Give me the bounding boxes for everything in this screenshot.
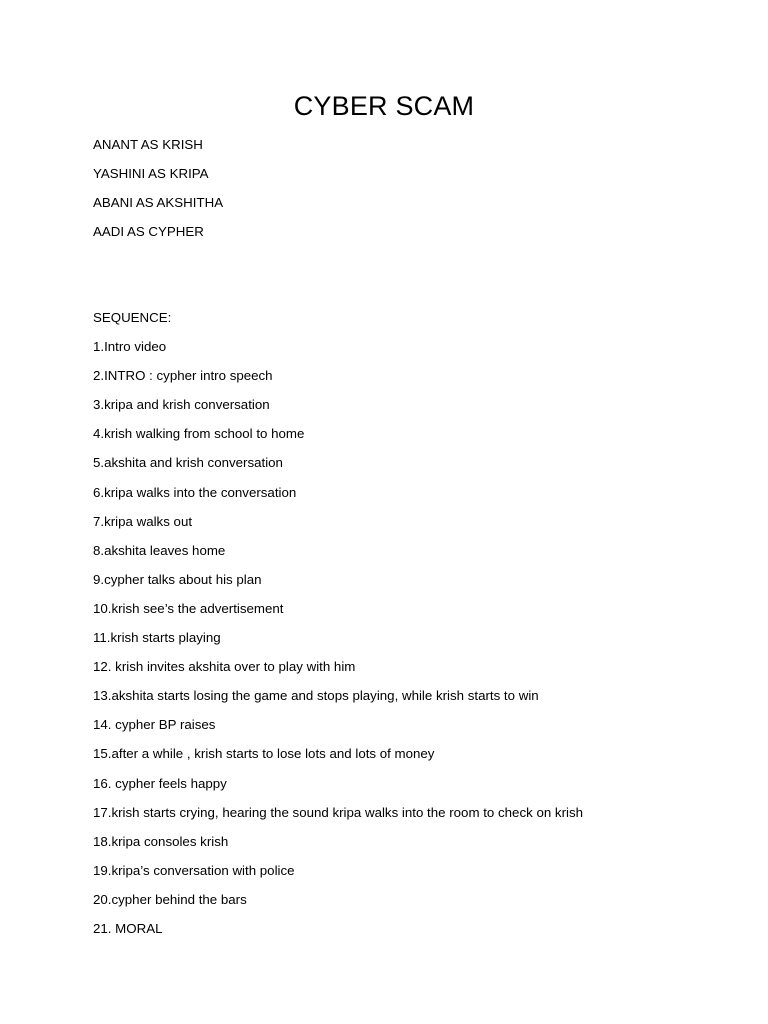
sequence-item: 19.kripa’s conversation with police — [93, 862, 295, 878]
sequence-heading: SEQUENCE: — [93, 310, 172, 325]
sequence-item: 16. cypher feels happy — [93, 775, 227, 791]
sequence-item: 8.akshita leaves home — [93, 542, 226, 558]
sequence-item: 6.kripa walks into the conversation — [93, 484, 297, 500]
sequence-item: 4.krish walking from school to home — [93, 426, 305, 442]
cast-item: AADI AS CYPHER — [93, 224, 204, 240]
sequence-item: 7.kripa walks out — [93, 513, 193, 529]
sequence-item: 12. krish invites akshita over to play with him — [93, 659, 356, 675]
sequence-item: 11.krish starts playing — [93, 630, 221, 646]
sequence-item: 13.akshita starts losing the game and stops playing, while krish starts to win — [93, 688, 539, 704]
sequence-item: 18.kripa consoles krish — [93, 833, 229, 849]
cast-item: YASHINI AS KRIPA — [93, 166, 209, 182]
cast-item: ANANT AS KRISH — [93, 137, 203, 152]
sequence-item: 2.INTRO : cypher intro speech — [93, 368, 273, 384]
document-title: CYBER SCAM — [293, 91, 475, 121]
sequence-item: 5.akshita and krish conversation — [93, 455, 283, 471]
cast-list — [93, 136, 733, 252]
sequence-item: 17.krish starts crying, hearing the sound kripa walks into the room to check on krish — [93, 804, 583, 820]
sequence-item: 3.kripa and krish conversation — [93, 397, 270, 413]
sequence-item: 20.cypher behind the bars — [93, 891, 247, 907]
cast-item: ABANI AS AKSHITHA — [93, 195, 224, 211]
sequence-item: 9.cypher talks about his plan — [93, 571, 262, 587]
sequence-section — [93, 309, 733, 949]
sequence-item: 14. cypher BP raises — [93, 717, 216, 733]
sequence-item: 21. MORAL — [93, 920, 163, 936]
sequence-item: 1.Intro video — [93, 339, 167, 355]
sequence-item: 10.krish see’s the advertisement — [93, 600, 284, 616]
sequence-item: 15.after a while , krish starts to lose lots and lots of money — [93, 746, 435, 762]
